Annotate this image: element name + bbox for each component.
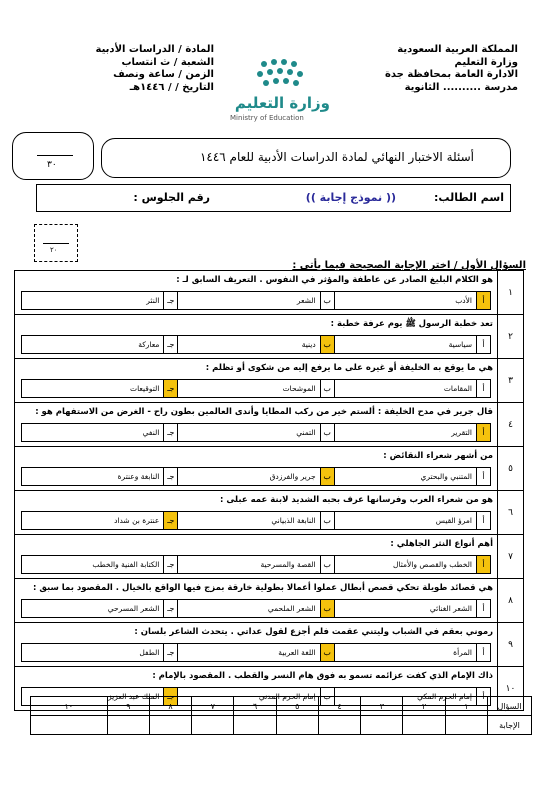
student-name-label: اسم الطالب: — [434, 191, 504, 204]
question-body — [15, 579, 497, 622]
question-row — [15, 403, 523, 447]
section-score: ٢٠ — [50, 246, 58, 254]
option-correct[interactable] — [334, 424, 490, 441]
question-stem: هو من شعراء العرب وفرسانها عرف بحبه الشديد لابنة عمه عبلى : — [219, 495, 493, 505]
option-letter: ب — [320, 292, 334, 309]
option-letter: جـ — [163, 424, 177, 441]
option[interactable] — [334, 600, 490, 617]
option-letter: أ — [476, 424, 490, 441]
option-letter: جـ — [163, 688, 177, 705]
question-number: ٤ — [497, 403, 523, 446]
option-letter: جـ — [163, 556, 177, 573]
grid-question-number: ٨ — [149, 697, 191, 716]
seat-number-label: رقم الجلوس : — [133, 191, 210, 204]
exam-page — [6, 6, 536, 794]
header-right — [348, 44, 518, 94]
question-row — [15, 491, 523, 535]
question-options — [21, 643, 491, 662]
option-correct[interactable] — [177, 600, 333, 617]
question-options — [21, 555, 491, 574]
question-number: ١٠ — [497, 667, 523, 710]
option-letter: أ — [476, 380, 490, 397]
option-letter: ب — [320, 600, 334, 617]
option-text: امرؤ القيس — [435, 516, 472, 525]
option-letter: ب — [320, 688, 334, 705]
option-letter: ب — [320, 336, 334, 353]
question-body — [15, 359, 497, 402]
option-correct[interactable] — [334, 556, 490, 573]
option-letter: ب — [320, 556, 334, 573]
option-text: جرير والفرزدق — [269, 472, 316, 481]
header-right-line: المملكة العربية السعودية — [397, 44, 518, 55]
option-text: الشعر المسرحي — [107, 604, 160, 613]
grid-answer-cell[interactable] — [149, 716, 191, 735]
option-text: الملك عبد العزيز — [108, 692, 160, 701]
question-row — [15, 271, 523, 315]
option-text: التوقيعات — [130, 384, 160, 393]
option[interactable] — [177, 380, 333, 397]
grid-question-number: ١ — [445, 697, 487, 716]
option-text: النابغة الذبياني — [271, 516, 316, 525]
question-stem: رموني بعقم في الشباب وليتني عقمت فلم أجزع لقول عداتي . يتحدث الشاعر بلسان : — [134, 627, 493, 637]
option-text: المتنبي والبحتري — [420, 472, 472, 481]
option-text: الشعر الملحمي — [267, 604, 316, 613]
option-letter: ب — [320, 644, 334, 661]
question-number: ٦ — [497, 491, 523, 534]
option-correct[interactable] — [22, 380, 177, 397]
grid-answer-cell[interactable] — [445, 716, 487, 735]
option-letter: ب — [320, 380, 334, 397]
grid-answer-cell[interactable] — [318, 716, 360, 735]
option-text: معاركة — [138, 340, 160, 349]
question-body — [15, 491, 497, 534]
option[interactable] — [177, 556, 333, 573]
question-number: ٨ — [497, 579, 523, 622]
header-right-line: الادارة العامة بمحافظة جدة — [384, 69, 518, 80]
grid-answer-cell[interactable] — [403, 716, 445, 735]
section-score-divider — [43, 243, 69, 244]
question-row — [15, 535, 523, 579]
option-letter: أ — [476, 336, 490, 353]
option[interactable] — [334, 336, 490, 353]
grid-question-number: ٣ — [361, 697, 403, 716]
section-score-box — [34, 224, 78, 262]
grid-question-number: ٧ — [192, 697, 234, 716]
grid-answer-cell[interactable] — [31, 716, 108, 735]
grid-question-number: ٥ — [276, 697, 318, 716]
option-text: الموشحات — [282, 384, 316, 393]
option[interactable] — [177, 512, 333, 529]
question-row — [15, 447, 523, 491]
option-letter: أ — [476, 644, 490, 661]
option[interactable] — [22, 600, 177, 617]
option[interactable] — [22, 556, 177, 573]
question-number: ٣ — [497, 359, 523, 402]
ministry-logo — [224, 50, 334, 128]
option[interactable] — [177, 424, 333, 441]
question-number: ٢ — [497, 315, 523, 358]
question-body — [15, 623, 497, 666]
option-text: الطفل — [139, 648, 160, 657]
grid-question-number: ٢ — [403, 697, 445, 716]
header-right-line: وزارة التعليم — [454, 56, 518, 68]
header-left-line: الزمن / ساعة ونصف — [113, 69, 214, 80]
option-correct[interactable] — [334, 292, 490, 309]
question-stem: هي ما يوقع به الخليفة أو غيره على ما يرفع إليه من شكوى أو تظلم : — [205, 363, 493, 373]
question-row — [15, 623, 523, 667]
question-options — [21, 467, 491, 486]
option-letter: أ — [476, 468, 490, 485]
option-text: المرأة — [453, 648, 472, 657]
header-left-line: الشعبة / ث انتساب — [121, 56, 214, 68]
option-correct[interactable] — [22, 512, 177, 529]
option-text: الكتابة الفنية والخطب — [92, 560, 160, 569]
question-stem: تعد خطبة الرسول ﷺ يوم عرفة خطبة : — [330, 319, 493, 329]
option-letter: جـ — [163, 336, 177, 353]
grid-answer-cell[interactable] — [361, 716, 403, 735]
option-text: اللغة العربية — [278, 648, 316, 657]
question-options — [21, 599, 491, 618]
question-stem: هو الكلام البليغ الصادر عن عاطفة والمؤثر في النفوس . التعريف السابق لـ : — [176, 275, 493, 285]
logo-mark-icon — [252, 54, 312, 94]
option-text: التمني — [296, 428, 316, 437]
exam-title-box — [101, 138, 511, 178]
question-options — [21, 291, 491, 310]
grid-answer-cell[interactable] — [234, 716, 276, 735]
model-answer-label: (( نموذج إجابة )) — [305, 191, 396, 204]
option-letter: أ — [476, 600, 490, 617]
option-letter: جـ — [163, 600, 177, 617]
grid-question-number: ٦ — [234, 697, 276, 716]
option-text: دينية — [301, 340, 316, 349]
option[interactable] — [22, 644, 177, 661]
option[interactable] — [334, 468, 490, 485]
grid-question-label: السؤال — [488, 697, 532, 716]
header-left-line: المادة / الدراسات الأدبية — [95, 44, 214, 55]
option[interactable] — [334, 512, 490, 529]
grid-answer-cell[interactable] — [192, 716, 234, 735]
logo-text-ar: وزارة التعليم — [234, 94, 330, 112]
option[interactable] — [22, 292, 177, 309]
logo-text-en: Ministry of Education — [230, 114, 304, 122]
grid-answer-cell[interactable] — [276, 716, 318, 735]
header-left — [64, 44, 214, 94]
questions-table — [14, 270, 524, 711]
question-stem: ذاك الإمام الذي كفت عزائمه تسمو به فوق هام النسر والقطب . المقصود بالإمام : — [152, 671, 493, 681]
header-left-line: التاريخ / / ١٤٤٦هـ — [129, 81, 214, 93]
question-stem: من أشهر شعراء النقائض : — [383, 451, 493, 461]
option-text: إمام الحرم المكي — [417, 692, 472, 701]
option-text: المقامات — [443, 384, 472, 393]
student-info-box — [36, 184, 511, 212]
option-text: عنترة بن شداد — [114, 516, 160, 525]
answer-grid — [30, 696, 532, 735]
header-right-line: مدرسة .......... الثانوية — [404, 81, 518, 93]
option-letter: جـ — [163, 644, 177, 661]
question-row — [15, 359, 523, 403]
option-letter: أ — [476, 292, 490, 309]
option[interactable] — [334, 644, 490, 661]
question-number: ٥ — [497, 447, 523, 490]
question-options — [21, 335, 491, 354]
question-body — [15, 403, 497, 446]
question-number: ١ — [497, 271, 523, 314]
option[interactable] — [177, 292, 333, 309]
option-letter: جـ — [163, 468, 177, 485]
option-correct[interactable] — [177, 336, 333, 353]
option-correct[interactable] — [177, 468, 333, 485]
score-divider — [37, 155, 73, 156]
option-letter: أ — [476, 688, 490, 705]
question-row — [15, 579, 523, 623]
question-body — [15, 535, 497, 578]
option-letter: أ — [476, 512, 490, 529]
question-body — [15, 271, 497, 314]
option-letter: ب — [320, 424, 334, 441]
option-letter: جـ — [163, 380, 177, 397]
total-score: ٣٠ — [47, 160, 57, 170]
option[interactable] — [334, 380, 490, 397]
question-number: ٩ — [497, 623, 523, 666]
section-title: السؤال الأول / اختر الإجابة الصحيحة فيما يأتي : — [292, 260, 526, 271]
question-stem: هي قصائد طويلة تحكي قصص أبطال عملوا أعمالا بطولية خارقة بمزج فيها الواقع بالخيال . المقصود بما سبق : — [33, 583, 493, 593]
grid-answer-row — [31, 716, 532, 735]
grid-question-number: ٤ — [318, 697, 360, 716]
option-text: إمام الحرم المدني — [258, 692, 316, 701]
option-text: النثر — [146, 296, 160, 305]
option[interactable] — [22, 468, 177, 485]
question-stem: أهم أنواع النثر الجاهلي : — [390, 539, 493, 549]
option-correct[interactable] — [177, 644, 333, 661]
total-score-box — [12, 132, 94, 180]
grid-question-row — [31, 697, 532, 716]
option-text: الشعر الغنائي — [429, 604, 472, 613]
option-letter: ب — [320, 512, 334, 529]
question-number: ٧ — [497, 535, 523, 578]
grid-question-number: ٩ — [107, 697, 149, 716]
option-text: النابغة وعنترة — [117, 472, 160, 481]
grid-answer-label: الإجابة — [488, 716, 532, 735]
option-text: سياسية — [448, 340, 472, 349]
option-text: التقرير — [451, 428, 472, 437]
question-body — [15, 315, 497, 358]
option-letter: أ — [476, 556, 490, 573]
grid-answer-cell[interactable] — [107, 716, 149, 735]
grid-question-number: ١٠ — [31, 697, 108, 716]
option-text: الخطب والقصص والأمثال — [393, 560, 472, 569]
option[interactable] — [22, 336, 177, 353]
option-text: الشعر — [296, 296, 316, 305]
question-row — [15, 315, 523, 359]
option-text: الأدب — [455, 296, 472, 305]
option-letter: ب — [320, 468, 334, 485]
option-letter: جـ — [163, 292, 177, 309]
question-options — [21, 423, 491, 442]
question-stem: قال جرير في مدح الخليفة : ألستم خير من ركب المطايا وأندى العالمين بطون راح - الغرض من الاستفهام هو : — [35, 407, 493, 417]
option-letter: جـ — [163, 512, 177, 529]
question-body — [15, 447, 497, 490]
question-options — [21, 379, 491, 398]
option-text: القصة والمسرحية — [260, 560, 316, 569]
question-options — [21, 511, 491, 530]
option-text: النفي — [142, 428, 160, 437]
option[interactable] — [22, 424, 177, 441]
exam-title: أسئلة الاختبار النهائي لمادة الدراسات الأدبية للعام ١٤٤٦ — [199, 150, 474, 164]
